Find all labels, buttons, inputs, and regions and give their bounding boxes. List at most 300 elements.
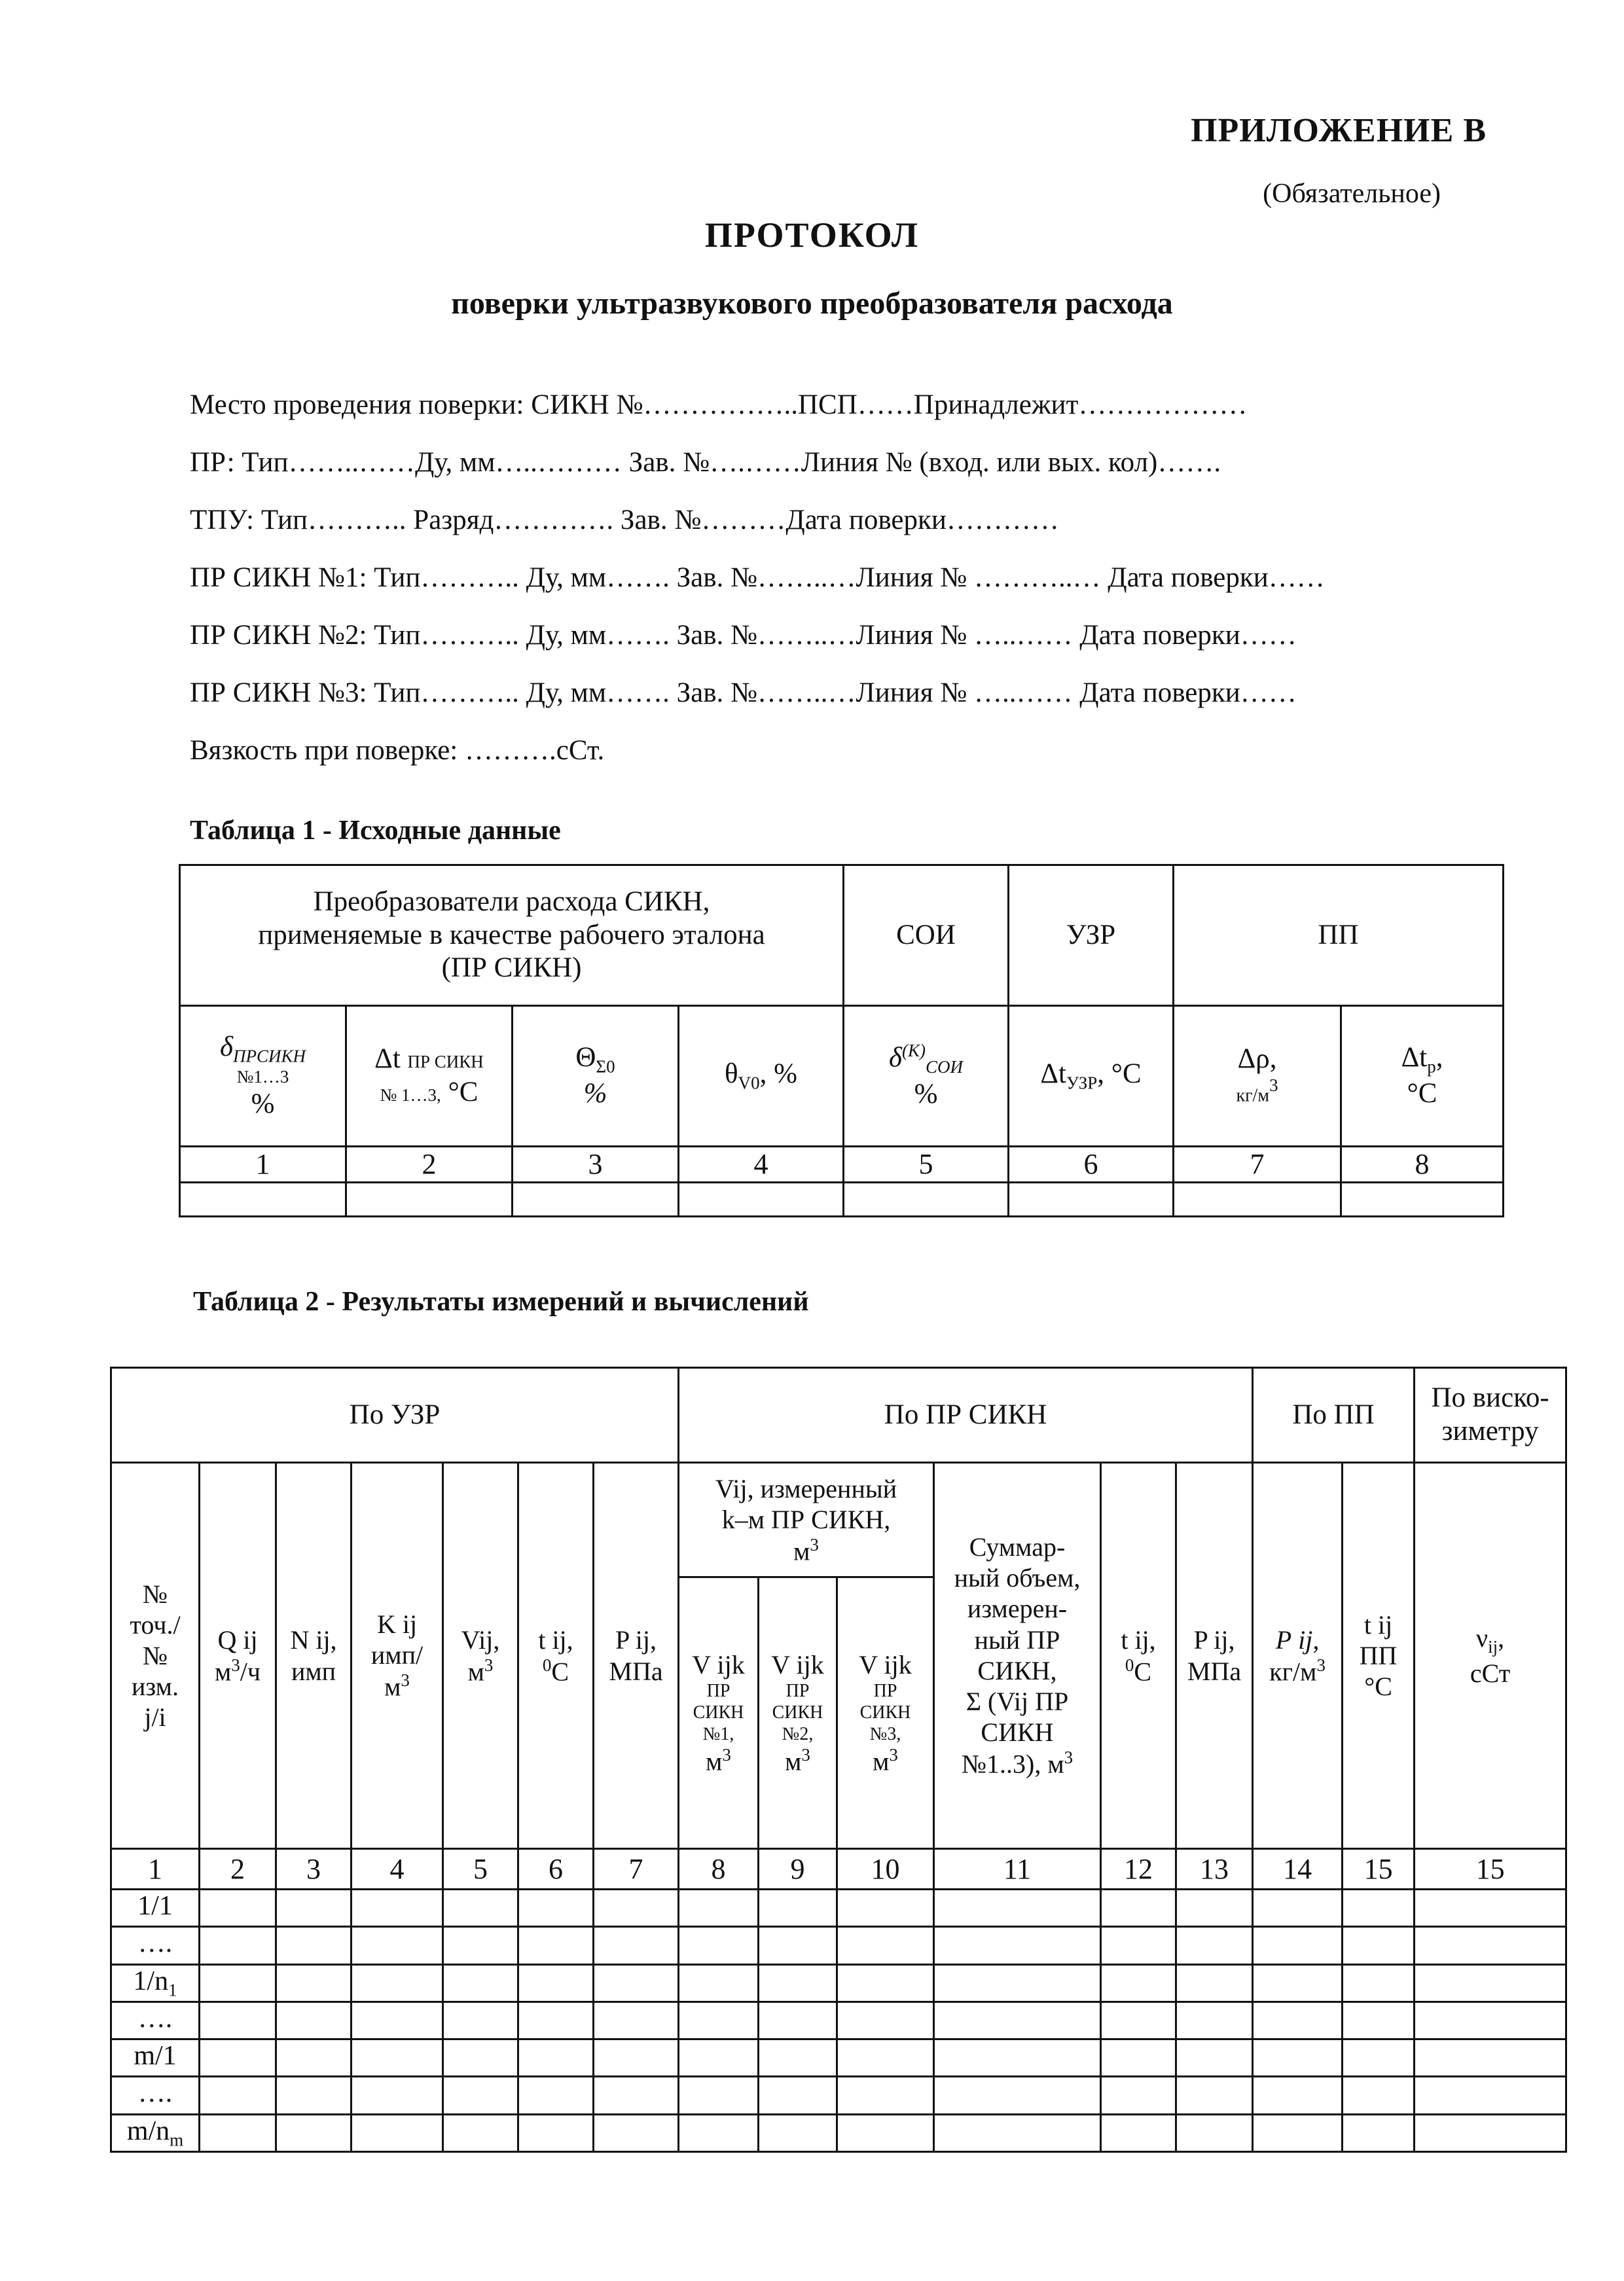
- t2-subgroup-vij: [679, 1463, 934, 1577]
- entry-cell[interactable]: [594, 2002, 679, 2039]
- t2-c3-a: N ij,: [290, 1625, 337, 1655]
- entry-cell[interactable]: [594, 2114, 679, 2151]
- table-row: [111, 2077, 1566, 2114]
- t2-c10-e: м: [873, 1746, 890, 1776]
- t2-num: 15: [1343, 1849, 1415, 1890]
- row-label-text: ….: [137, 2078, 173, 2109]
- entry-cell[interactable]: [518, 2002, 594, 2039]
- entry-cell[interactable]: [679, 2077, 759, 2114]
- table1-caption: Таблица 1 - Исходные данные: [190, 816, 561, 846]
- t1-col-theta-v0: [679, 1006, 844, 1147]
- t1-col-d-rho: [1174, 1006, 1341, 1147]
- t1-c5-sub: СОИ: [926, 1057, 964, 1077]
- entry-cell[interactable]: [443, 2002, 518, 2039]
- appendix-heading: ПРИЛОЖЕНИЕ В: [1191, 112, 1487, 149]
- t2-col-point: [111, 1463, 200, 1849]
- t1-c1-symbol: δ: [220, 1031, 234, 1062]
- t2-c16-b: сСт: [1470, 1658, 1511, 1688]
- row-label: [111, 2002, 200, 2039]
- entry-cell[interactable]: [200, 1927, 276, 1964]
- t1-c8-sub: р: [1427, 1056, 1436, 1077]
- t2-col-q: [200, 1463, 276, 1849]
- t2-c11-l4: ный ПР: [974, 1625, 1060, 1655]
- entry-cell[interactable]: [443, 1927, 518, 1964]
- t1-c2-range: № 1…3,: [380, 1085, 441, 1105]
- entry-cell[interactable]: [837, 1927, 934, 1964]
- entry-cell[interactable]: [1253, 2002, 1343, 2039]
- t2-c2-b: м: [214, 1657, 232, 1687]
- entry-cell[interactable]: [276, 2077, 352, 2114]
- t1-cell[interactable]: [1174, 1182, 1341, 1216]
- entry-cell[interactable]: [1343, 2039, 1415, 2077]
- entry-cell[interactable]: [759, 1964, 837, 2002]
- entry-cell[interactable]: [594, 1964, 679, 2002]
- t1-col-dt-uzr: [1009, 1006, 1174, 1147]
- t2-col-n: [276, 1463, 352, 1849]
- t2-c15-a: t ij: [1363, 1609, 1393, 1640]
- t2-c11-l8: №1..3), м: [961, 1749, 1064, 1779]
- t2-c15-b: ПП: [1359, 1640, 1398, 1670]
- t2-c4-b: имп/: [370, 1640, 424, 1670]
- table-row: [111, 1927, 1566, 1964]
- table-row: [111, 2002, 1566, 2039]
- entry-cell[interactable]: [759, 1890, 837, 1927]
- t2-c10-c: СИКН: [859, 1702, 911, 1723]
- table-row: [111, 1964, 1566, 2002]
- t2-num: 12: [1101, 1849, 1176, 1890]
- entry-cell[interactable]: [1253, 1964, 1343, 2002]
- entry-cell[interactable]: [1101, 1927, 1176, 1964]
- t1-c4-unit: , %: [759, 1058, 797, 1090]
- entry-cell[interactable]: [352, 2114, 443, 2151]
- t2-c4-c: м: [384, 1672, 401, 1702]
- t1-c2-symbol: Δt: [374, 1043, 401, 1075]
- t1-c1-sub: ПРСИКН: [233, 1046, 306, 1066]
- t2-num: 14: [1253, 1849, 1343, 1890]
- t1-c6-unit: , °С: [1097, 1058, 1142, 1090]
- t2-c12-sup: 0: [1125, 1655, 1134, 1675]
- t2-c11-sup: 3: [1064, 1748, 1074, 1768]
- t1-pr-sikn-line3: (ПР СИКН): [441, 952, 582, 984]
- row-label: [111, 2077, 200, 2114]
- entry-cell[interactable]: [200, 2114, 276, 2151]
- entry-cell[interactable]: [1415, 2077, 1566, 2114]
- entry-cell[interactable]: [1343, 1964, 1415, 2002]
- t1-c2-sub: ПР СИКН: [407, 1052, 484, 1072]
- entry-cell[interactable]: [1101, 2077, 1176, 2114]
- info-line-viscosity: Вязкость при поверке: ……….сСт.: [190, 735, 605, 766]
- t2-col-sum-volume: [934, 1463, 1101, 1849]
- t2-col-t-sikn: [1101, 1463, 1176, 1849]
- document-subtitle: поверки ультразвукового преобразователя расхода: [451, 286, 1173, 321]
- entry-cell[interactable]: [1176, 2114, 1253, 2151]
- t2-group-pr-sikn: По ПР СИКН: [679, 1368, 1253, 1463]
- t1-col-delta-soi: [844, 1006, 1009, 1147]
- t1-num-7: 7: [1174, 1147, 1341, 1183]
- t2-col-v-sikn-3: [837, 1577, 934, 1849]
- entry-cell[interactable]: [518, 1890, 594, 1927]
- t1-num-3: 3: [513, 1147, 679, 1183]
- entry-cell[interactable]: [679, 1890, 759, 1927]
- entry-cell[interactable]: [1176, 1890, 1253, 1927]
- t2-num: 6: [518, 1849, 594, 1890]
- entry-cell[interactable]: [594, 2039, 679, 2077]
- t1-c1-range: №1…3: [236, 1067, 289, 1087]
- t2-c12-a: t ij,: [1121, 1625, 1156, 1655]
- table1-initial-data: [179, 864, 1504, 1217]
- entry-cell[interactable]: [276, 1890, 352, 1927]
- entry-cell[interactable]: [1343, 2002, 1415, 2039]
- entry-cell[interactable]: [443, 1890, 518, 1927]
- t1-num-8: 8: [1341, 1147, 1504, 1183]
- t1-header-pp: ПП: [1174, 865, 1504, 1006]
- t1-c8-comma: ,: [1435, 1041, 1443, 1073]
- entry-cell[interactable]: [934, 1927, 1101, 1964]
- t2-c8-e: м: [706, 1746, 723, 1776]
- t2-col-p: [594, 1463, 679, 1849]
- table2-caption: Таблица 2 - Результаты измерений и вычислений: [193, 1287, 809, 1317]
- t2-col-v-sikn-1: [679, 1577, 759, 1849]
- entry-cell[interactable]: [837, 2039, 934, 2077]
- entry-cell[interactable]: [594, 2077, 679, 2114]
- t2-c9-b: ПР: [785, 1680, 810, 1701]
- entry-cell[interactable]: [679, 1927, 759, 1964]
- t2-visc-line2: зиметру: [1441, 1416, 1539, 1446]
- entry-cell[interactable]: [276, 2039, 352, 2077]
- t2-c1-l4: изм.: [132, 1672, 179, 1702]
- entry-cell[interactable]: [518, 1964, 594, 2002]
- entry-cell[interactable]: [1176, 2039, 1253, 2077]
- entry-cell[interactable]: [1415, 2039, 1566, 2077]
- t2-col-k: [352, 1463, 443, 1849]
- t1-c5-sup: (K): [902, 1041, 926, 1061]
- entry-cell[interactable]: [352, 1964, 443, 2002]
- t2-vij-line1: Vij, измеренный: [715, 1473, 897, 1503]
- t1-num-1: 1: [180, 1147, 346, 1183]
- entry-cell[interactable]: [352, 2002, 443, 2039]
- t2-c10-a: V ijk: [859, 1649, 912, 1679]
- row-label-sub: m: [170, 2129, 184, 2149]
- t2-num: 10: [837, 1849, 934, 1890]
- entry-cell[interactable]: [837, 2114, 934, 2151]
- entry-cell[interactable]: [934, 2077, 1101, 2114]
- t2-c16-sub: ij: [1488, 1636, 1498, 1657]
- entry-cell[interactable]: [1415, 1927, 1566, 1964]
- info-line-pr-sikn-1: ПР СИКН №1: Тип……….. Ду, мм……. Зав. №……..…Линия № ………..… Дата поверки……: [190, 562, 1325, 593]
- t2-c8-a: V ijk: [692, 1649, 745, 1679]
- entry-cell[interactable]: [1415, 1964, 1566, 2002]
- row-label-text: 1/1: [137, 1891, 173, 1921]
- t2-c8-c: СИКН: [693, 1702, 744, 1723]
- entry-cell[interactable]: [1415, 2002, 1566, 2039]
- entry-cell[interactable]: [934, 1890, 1101, 1927]
- info-line-tpu: ТПУ: Тип……….. Разряд…………. Зав. №………Дата поверки…………: [190, 505, 1059, 535]
- t2-c14-b: кг/м: [1269, 1657, 1317, 1687]
- t1-c3-unit: %: [583, 1078, 607, 1109]
- entry-cell[interactable]: [1343, 2077, 1415, 2114]
- t2-c10-b: ПР: [873, 1680, 897, 1701]
- t2-num: 15: [1415, 1849, 1566, 1890]
- entry-cell[interactable]: [1101, 2114, 1176, 2151]
- entry-cell[interactable]: [837, 2002, 934, 2039]
- t1-c8-unit: °С: [1407, 1078, 1437, 1109]
- t2-num: 5: [443, 1849, 518, 1890]
- t2-col-t-pp: [1343, 1463, 1415, 1849]
- t2-c9-sup: 3: [801, 1744, 810, 1765]
- entry-cell[interactable]: [200, 1890, 276, 1927]
- t1-c7-unit: кг/м: [1236, 1085, 1270, 1106]
- entry-cell[interactable]: [1176, 1964, 1253, 2002]
- t1-c6-sub: УЗР: [1066, 1073, 1098, 1093]
- entry-cell[interactable]: [1253, 2077, 1343, 2114]
- entry-cell[interactable]: [518, 1927, 594, 1964]
- t2-c2-c: /ч: [240, 1657, 261, 1687]
- t1-num-2: 2: [346, 1147, 513, 1183]
- t1-c3-symbol: Θ: [575, 1041, 596, 1073]
- entry-cell[interactable]: [837, 1890, 934, 1927]
- t1-pr-sikn-line2: применяемые в качестве рабочего эталона: [258, 919, 765, 950]
- mandatory-note: (Обязательное): [1263, 179, 1441, 209]
- entry-cell[interactable]: [200, 2077, 276, 2114]
- t2-c9-c: СИКН: [772, 1702, 823, 1723]
- t2-c6-sup: 0: [542, 1655, 552, 1675]
- t2-c9-e: м: [785, 1746, 802, 1776]
- t2-col-t: [518, 1463, 594, 1849]
- t2-c9-a: V ijk: [771, 1649, 824, 1679]
- entry-cell[interactable]: [1253, 2039, 1343, 2077]
- entry-cell[interactable]: [1101, 2002, 1176, 2039]
- t2-c11-l7: СИКН: [981, 1717, 1054, 1748]
- t2-c13-b: МПа: [1187, 1656, 1242, 1686]
- t2-c1-l1: №: [142, 1579, 168, 1609]
- row-label-text: m/n: [126, 2115, 170, 2146]
- row-label-text: ….: [137, 2003, 173, 2034]
- t1-header-soi: СОИ: [844, 865, 1009, 1006]
- entry-cell[interactable]: [679, 2002, 759, 2039]
- t1-c4-sub: V0: [738, 1073, 760, 1093]
- entry-cell[interactable]: [518, 2114, 594, 2151]
- t2-num: 9: [759, 1849, 837, 1890]
- t2-vij-line3: м: [793, 1536, 810, 1566]
- table2-results: [110, 1367, 1567, 2153]
- entry-cell[interactable]: [759, 2002, 837, 2039]
- entry-cell[interactable]: [1176, 2077, 1253, 2114]
- entry-cell[interactable]: [934, 2114, 1101, 2151]
- entry-cell[interactable]: [594, 1890, 679, 1927]
- t1-cell[interactable]: [844, 1182, 1009, 1216]
- t2-c5-sup: 3: [484, 1655, 494, 1675]
- entry-cell[interactable]: [1101, 1890, 1176, 1927]
- t1-c6-symbol: Δt: [1040, 1058, 1066, 1090]
- t1-c8-symbol: Δt: [1401, 1041, 1428, 1073]
- t2-c2-sup: 3: [231, 1655, 240, 1675]
- t2-col-v-sikn-2: [759, 1577, 837, 1849]
- t2-c6-b: С: [551, 1657, 569, 1687]
- entry-cell[interactable]: [1101, 1964, 1176, 2002]
- entry-cell[interactable]: [759, 2114, 837, 2151]
- row-label: [111, 1964, 200, 2002]
- t2-c14-sup: 3: [1316, 1655, 1326, 1675]
- t2-c4-sup: 3: [401, 1670, 410, 1691]
- entry-cell[interactable]: [518, 2077, 594, 2114]
- t2-c15-c: °С: [1364, 1672, 1392, 1702]
- t2-num: 8: [679, 1849, 759, 1890]
- t1-cell[interactable]: [1009, 1182, 1174, 1216]
- t1-c1-unit: %: [251, 1088, 275, 1120]
- info-line-pr-sikn-3: ПР СИКН №3: Тип……….. Ду, мм……. Зав. №……..…Линия № …..…… Дата поверки……: [190, 677, 1297, 708]
- t2-col-v: [443, 1463, 518, 1849]
- t2-c8-d: №1,: [702, 1723, 734, 1744]
- entry-cell[interactable]: [1415, 1890, 1566, 1927]
- row-label: [111, 2114, 200, 2151]
- entry-cell[interactable]: [443, 2039, 518, 2077]
- entry-cell[interactable]: [759, 1927, 837, 1964]
- t2-col-viscosity: [1415, 1463, 1566, 1849]
- t1-num-6: 6: [1009, 1147, 1174, 1183]
- entry-cell[interactable]: [1253, 1890, 1343, 1927]
- t1-header-uzr: УЗР: [1009, 865, 1174, 1006]
- t1-header-pr-sikn: [180, 865, 844, 1006]
- t2-c16-comma: ,: [1498, 1623, 1505, 1653]
- table-row: [111, 2114, 1566, 2151]
- t2-c11-l2: ный объем,: [954, 1563, 1081, 1593]
- entry-cell[interactable]: [276, 1927, 352, 1964]
- entry-cell[interactable]: [352, 2077, 443, 2114]
- t2-group-viscometer: [1415, 1368, 1566, 1463]
- t2-data-rows: [111, 1890, 1566, 2152]
- entry-cell[interactable]: [1101, 2039, 1176, 2077]
- entry-cell[interactable]: [837, 1964, 934, 2002]
- row-label: [111, 1927, 200, 1964]
- t2-c1-l3: №: [142, 1640, 168, 1670]
- entry-cell[interactable]: [759, 2077, 837, 2114]
- row-label-text: m/1: [134, 2041, 177, 2071]
- t2-visc-line1: По виско-: [1431, 1382, 1549, 1414]
- info-line-place: Место проведения поверки: СИКН №……………..ПСП……Принадлежит………………: [190, 389, 1248, 420]
- entry-cell[interactable]: [276, 1964, 352, 2002]
- t2-vij-line2: k–м ПР СИКН,: [721, 1504, 891, 1534]
- entry-cell[interactable]: [1343, 2114, 1415, 2151]
- t2-c5-b: м: [467, 1657, 484, 1687]
- entry-cell[interactable]: [200, 2002, 276, 2039]
- entry-cell[interactable]: [1253, 1927, 1343, 1964]
- t2-c3-b: имп: [291, 1656, 336, 1686]
- entry-cell[interactable]: [352, 2039, 443, 2077]
- entry-cell[interactable]: [1253, 2114, 1343, 2151]
- t2-num: 4: [352, 1849, 443, 1890]
- t1-col-theta-sum: [513, 1006, 679, 1147]
- t2-c11-l3: измерен-: [967, 1594, 1068, 1624]
- t2-num: 11: [934, 1849, 1101, 1890]
- t2-c9-d: №2,: [782, 1723, 814, 1744]
- t2-c10-sup: 3: [889, 1744, 898, 1765]
- row-label-sub: 1: [168, 1979, 177, 2000]
- entry-cell[interactable]: [594, 1927, 679, 1964]
- t1-col-delta-pr-sikn: [180, 1006, 346, 1147]
- t1-c4-symbol: θ: [725, 1058, 738, 1090]
- t2-c13-a: P ij,: [1193, 1625, 1235, 1655]
- t1-c5-symbol: δ: [889, 1042, 902, 1073]
- t1-col-dt-pr-sikn: [346, 1006, 513, 1147]
- entry-cell[interactable]: [200, 2039, 276, 2077]
- entry-cell[interactable]: [934, 2039, 1101, 2077]
- t1-empty-row: [180, 1182, 1504, 1216]
- info-line-pr-sikn-2: ПР СИКН №2: Тип……….. Ду, мм……. Зав. №……..…Линия № …..…… Дата поверки……: [190, 620, 1297, 651]
- t2-c8-sup: 3: [722, 1744, 731, 1765]
- entry-cell[interactable]: [443, 2114, 518, 2151]
- t2-num: 13: [1176, 1849, 1253, 1890]
- t2-vij-sup: 3: [810, 1534, 819, 1554]
- t1-pr-sikn-line1: Преобразователи расхода СИКН,: [313, 886, 710, 917]
- entry-cell[interactable]: [352, 1927, 443, 1964]
- t1-cell[interactable]: [1341, 1182, 1504, 1216]
- entry-cell[interactable]: [1176, 1927, 1253, 1964]
- t2-c7-b: МПа: [609, 1656, 663, 1686]
- entry-cell[interactable]: [679, 2039, 759, 2077]
- t2-num: 2: [200, 1849, 276, 1890]
- entry-cell[interactable]: [276, 2002, 352, 2039]
- t1-num-4: 4: [679, 1147, 844, 1183]
- t1-num-5: 5: [844, 1147, 1009, 1183]
- entry-cell[interactable]: [1415, 2114, 1566, 2151]
- entry-cell[interactable]: [443, 1964, 518, 2002]
- entry-cell[interactable]: [679, 2114, 759, 2151]
- t2-c1-l2: точ./: [130, 1609, 181, 1640]
- t2-col-density: [1253, 1463, 1343, 1849]
- entry-cell[interactable]: [759, 2039, 837, 2077]
- t2-c10-d: №3,: [869, 1723, 901, 1744]
- t2-c11-l1: Суммар-: [969, 1532, 1066, 1562]
- t2-c12-b: С: [1134, 1657, 1152, 1687]
- t1-cell[interactable]: [346, 1182, 513, 1216]
- t1-cell[interactable]: [513, 1182, 679, 1216]
- t1-c3-sub: Σ0: [596, 1056, 615, 1077]
- t2-c1-l5: j/i: [144, 1702, 166, 1733]
- row-label: [111, 1890, 200, 1927]
- t2-c11-l5: СИКН,: [977, 1655, 1057, 1685]
- entry-cell[interactable]: [934, 2002, 1101, 2039]
- entry-cell[interactable]: [837, 2077, 934, 2114]
- t1-cell[interactable]: [180, 1182, 346, 1216]
- t2-c11-l6: Σ (Vij ПР: [965, 1687, 1069, 1717]
- table-row: [111, 2039, 1566, 2077]
- entry-cell[interactable]: [1343, 1927, 1415, 1964]
- t1-c2-unit: °С: [448, 1077, 478, 1107]
- row-label: [111, 2039, 200, 2077]
- entry-cell[interactable]: [200, 1964, 276, 2002]
- t1-col-dt-p: [1341, 1006, 1504, 1147]
- row-label-text: 1/n: [133, 1966, 169, 1996]
- info-line-pr: ПР: Тип……..……Ду, мм…..……… Зав. №….……Линия № (вход. или вых. кол)…….: [190, 447, 1221, 478]
- t2-num: 3: [276, 1849, 352, 1890]
- t2-c5-a: Vij,: [461, 1625, 500, 1655]
- entry-cell[interactable]: [679, 1964, 759, 2002]
- t1-cell[interactable]: [679, 1182, 844, 1216]
- entry-cell[interactable]: [276, 2114, 352, 2151]
- t1-c7-symbol: Δρ,: [1237, 1043, 1277, 1074]
- t2-c2-a: Q ij: [217, 1625, 258, 1655]
- entry-cell[interactable]: [518, 2039, 594, 2077]
- entry-cell[interactable]: [1176, 2002, 1253, 2039]
- entry-cell[interactable]: [1343, 1890, 1415, 1927]
- entry-cell[interactable]: [443, 2077, 518, 2114]
- row-label-text: ….: [137, 1928, 173, 1959]
- entry-cell[interactable]: [352, 1890, 443, 1927]
- t2-col-p-sikn: [1176, 1463, 1253, 1849]
- t1-c5-unit: %: [914, 1079, 938, 1110]
- entry-cell[interactable]: [934, 1964, 1101, 2002]
- t2-group-pp: По ПП: [1253, 1368, 1415, 1463]
